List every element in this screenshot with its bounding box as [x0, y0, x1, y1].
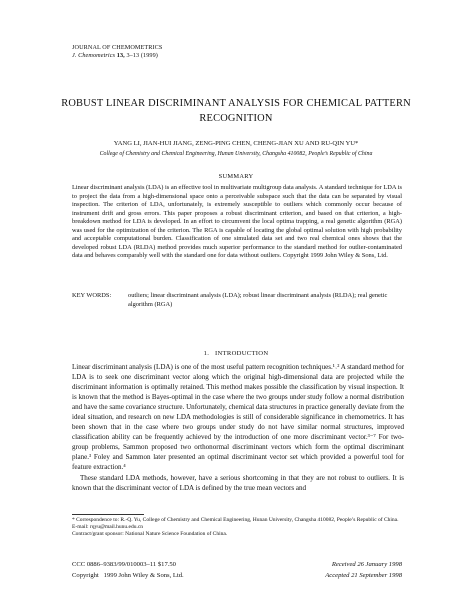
accepted-date: Accepted 21 September 1998	[325, 571, 402, 579]
journal-header	[72, 44, 162, 61]
paper-title: ROBUST LINEAR DISCRIMINANT ANALYSIS FOR CHEMICAL PATTERN RECOGNITION	[61, 98, 411, 124]
introduction-body	[72, 362, 404, 493]
footer-right	[325, 560, 402, 581]
citation-pages: 3–13 (1999)	[124, 52, 158, 60]
summary-heading: SUMMARY	[218, 173, 254, 180]
footer-left	[72, 560, 184, 581]
footnotes	[72, 517, 404, 539]
affiliation: College of Chemistry and Chemical Engineering, Hunan University, Changsha 410082, People’s Republic of China	[99, 151, 373, 157]
grant-footnote: Contract/grant sponsor: National Nature Science Foundation of China.	[72, 531, 228, 538]
received-date: Received 26 January 1998	[331, 561, 402, 568]
copyright-line: Copyright 1999 John Wiley & Sons, Ltd.	[72, 571, 184, 579]
introduction-heading: 1. INTRODUCTION	[203, 350, 269, 357]
citation-prefix: J. Chemometrics	[72, 52, 116, 60]
introduction-paragraph-1: Linear discriminant analysis (LDA) is one of the most useful pattern recognition techniques.¹˒² A standard method for LDA is to seek one discriminant vector along which the original high-dimensional data are projected while the discriminant information is optimally retained. This method makes possible the classification by visual inspection. It is known that the method is Bayes-optimal in the case where the two groups under study follow a normal distribution and have the same covariance structure. Unfortunately, chemical data structures in practice generally deviate from the ideal situation, and research on new LDA methodologies is still of considerable significance in chemometrics. It has been shown that in the case where two groups under study do not have similar normal structures, improved classification ability can be frequently achieved by the introduction of one more discriminant vector.³⁻⁷ For two-group problems, Sammon proposed two orthonormal discriminant vectors which form the optimal discriminant plane.³ Foley and Sammon later presented an optimal discriminant vector set which provided a powerful tool for feature extraction.⁴	[72, 363, 404, 472]
summary-text: Linear discriminant analysis (LDA) is an effective tool in multivariate multigroup data analysis. A standard technique for LDA is to project the data from a high-dimensional space onto a perceivable subspace such that the data can be separated by visual inspection. The criterion of LDA, unfortunately, is extremely susceptible to outliers which commonly occur because of instrument drift and gross errors. This paper proposes a robust discriminant criterion, and based on that criterion, a high-breakdown method for LDA is developed. In an effort to circumvent the local optima trapping, a real genetic algorithm (RGA) was used for the optimization of the criterion. The RGA is capable of locating the global optimal solution with high probability and acceptable computational burden. Classification of one simulated data set and two real chemical ones shows that the developed robust LDA (RLDA) method provides much superior performance to the standard method for outlier-contaminated data and behaves comparably well with the standard one for data without outliers. Copyright 1999 John Wiley & Sons, Ltd.	[72, 184, 402, 260]
journal-name: JOURNAL OF CHEMOMETRICS	[72, 44, 163, 51]
introduction-paragraph-2: These standard LDA methods, however, have a serious shortcoming in that they are not robust to outliers. It is known that the discriminant vector of LDA is defined by the true mean vectors and	[72, 473, 404, 492]
correspondence-footnote: * Correspondence to: R.-Q. Yu, College of Chemistry and Chemical Engineering, Hunan University, Changsha 410082, People’s Republic of China. E-mail: rqyu@mail.hunu.edu.cn	[72, 517, 399, 531]
keywords-label: KEY WORDS:	[72, 292, 112, 299]
citation-volume: 13,	[116, 52, 125, 60]
ccc-code: CCC 0886–9383/99/010003–11 $17.50	[72, 561, 176, 568]
author-list: YANG LI, JIAN-HUI JIANG, ZENG-PING CHEN, CHENG-JIAN XU AND RU-QIN YU*	[113, 140, 359, 147]
footnote-divider	[72, 514, 144, 515]
journal-citation	[72, 52, 162, 60]
keywords-text: outliers; linear discriminant analysis (LDA); robust linear discriminant analysis (RLDA); real genetic algorithm (RGA)	[128, 292, 388, 308]
